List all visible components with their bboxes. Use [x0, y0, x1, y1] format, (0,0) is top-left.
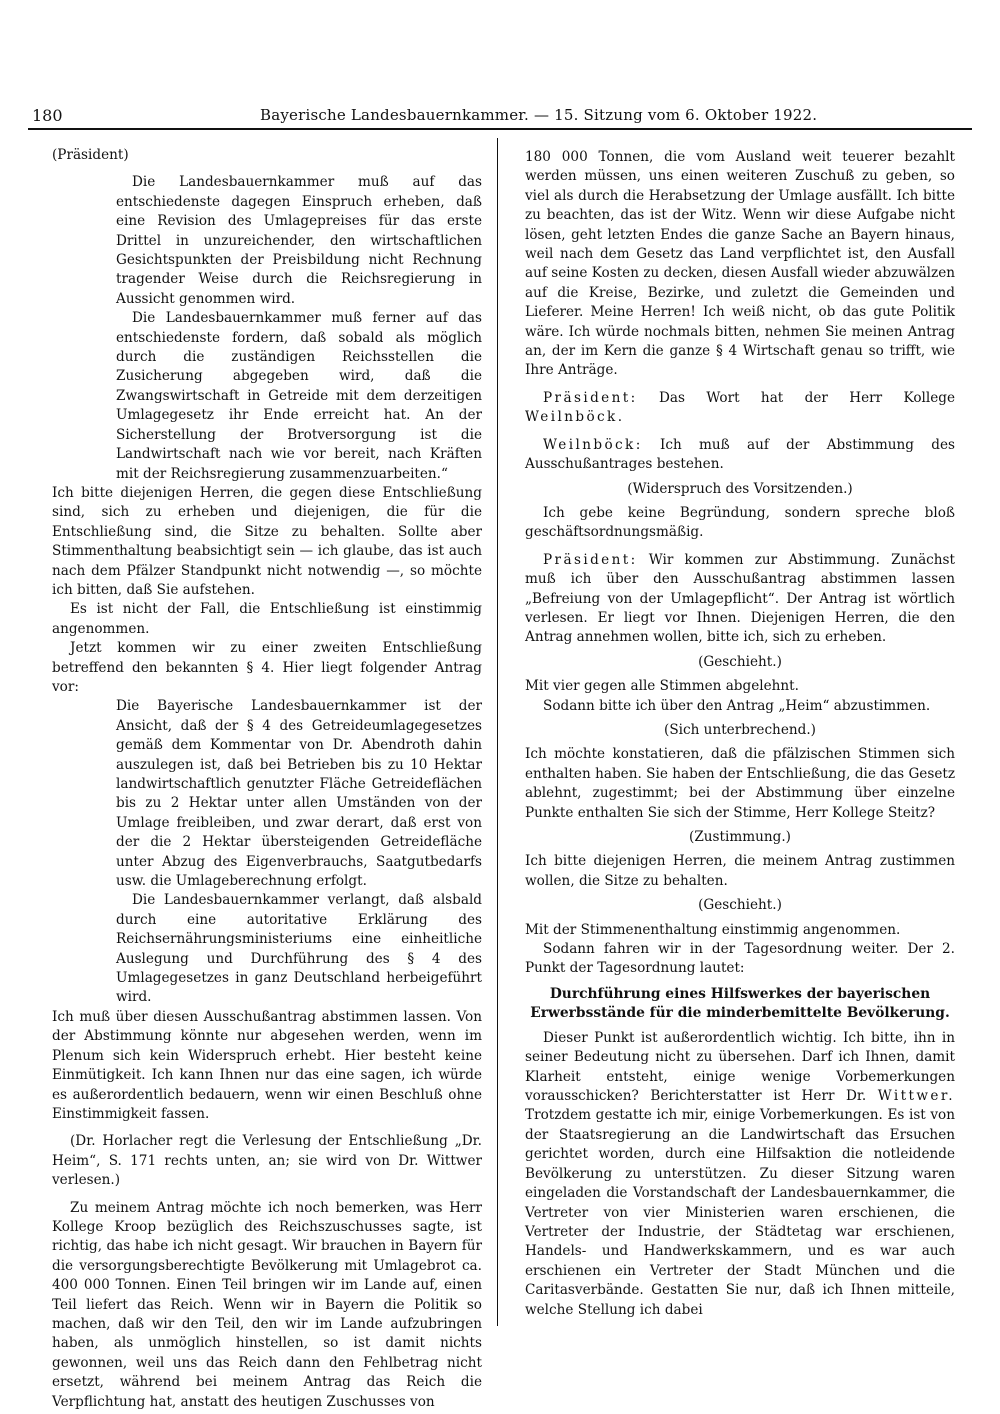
body-paragraph: Zu meinem Antrag möchte ich noch bemerken, was Herr Kollege Kroop bezüglich des Reichszuschusses sagte, ist richtig, das habe ich nicht gesagt. Wir brauchen in Bayern für die versorgungsberechtigte Bevölkerung mit Umlagebrot ca. 400 000 Tonnen. Einen Teil bringen wir im Lande auf, einen Teil liefert das Reich. Wenn wir in Bayern die Politik so machen, daß wir den Teil, den wir im Lande aufzubringen haben, als unmöglich hinstellen, so ist damit nichts gewonnen, weil uns das Reich dann den Fehlbetrag nicht ersetzt, während bei meinem Antrag das Reich die Verpflichtung hat, anstatt des heutigen Zuschusses von	[52, 1199, 482, 1410]
running-title: Bayerische Landesbauernkammer. — 15. Sitzung vom 6. Oktober 1922.	[260, 106, 818, 124]
stage-direction: (Dr. Horlacher regt die Verlesung der Entschließung „Dr. Heim“, S. 171 rechts unten, an; sie wird von Dr. Wittwer verlesen.)	[52, 1133, 482, 1189]
speech-paragraph	[525, 436, 955, 475]
body-paragraph: Mit vier gegen alle Stimmen abgelehnt.	[525, 678, 799, 695]
speech-text: Wir kommen zur Abstimmung. Zunächst muß ich über den Ausschußantrag abstimmen lassen „Befreiung von der Umlagepflicht“. Der Antrag ist wörtlich verlesen. Er liegt vor Ihnen. Diejenigen Herren, die den Antrag annehmen wollen, bitte ich, sich zu erheben.	[525, 551, 955, 646]
body-paragraph: 180 000 Tonnen, die vom Ausland weit teuerer bezahlt werden müssen, uns einen weiteren Zuschuß zu geben, so viel als durch die Herabsetzung der Umlage ausfällt. Ich bitte zu beachten, das ist der Witz. Wenn wir diese Aufgabe nicht lösen, geht letzten Endes die ganze Sache an Bayern hinaus, weil nach dem Gesetz das Land verpflichtet ist, den Ausfall auf seine Kosten zu decken, diesen Ausfall wieder abzuwälzen auf die Kreise, Bezirke, und zuletzt die Gemeinden und Lieferer. Meine Herren! Ich weiß nicht, ob das gute Politik wäre. Ich würde nochmals bitten, nehmen Sie meinen Antrag an, der im Kern die ganze § 4 Wirtschaft genau so trifft, wie Ihre Anträge.	[525, 149, 955, 379]
speaker-name: Präsident:	[543, 389, 638, 406]
speech-text: Trotzdem gestatte ich mir, einige Vorbemerkungen. Es ist von der Staatsregierung an die Landwirtschaft das Ersuchen gerichtet worden, durch eine Hilfsaktion die notleidende Bevölkerung zu unterstützen. Zu dieser Sitzung waren eingeladen die Vorstandschaft der Landesbauernkammer, die Vertreter von vier Ministerien waren erschienen, die Vertreter der Industrie, der Städtetag war erschienen, Handels- und Handwerkskammern, und es war auch erschienen ein Vertreter der Stadt München und die Caritasverbände. Gestatten Sie nur, daß ich Ihnen mitteile, welche Stellung ich dabei	[525, 1107, 955, 1318]
stage-direction: (Geschieht.)	[698, 653, 782, 670]
header-rule	[28, 128, 972, 130]
motion-paragraph: Die Bayerische Landesbauernkammer ist der Ansicht, daß der § 4 des Getreideumlagegesetzes gemäß dem Kommentar von Dr. Abendroth dahin auszulegen ist, daß bei Betrieben bis zu 10 Hektar landwirtschaftlich genutzter Fläche Getreideflächen bis zu 2 Hektar unter allen Umständen von der Umlage freibleiben, und zwar derart, daß erst von der die 2 Hektar übersteigenden Getreidefläche unter Abzug des Eigenverbrauchs, Saatgutbedarfs usw. die Umlageberechnung erfolgt.	[116, 698, 482, 890]
body-paragraph	[525, 1029, 955, 1320]
speech-text: Das Wort hat der Herr Kollege	[637, 389, 955, 406]
resolution-paragraph: Die Landesbauernkammer muß ferner auf das entschiedenste fordern, daß sobald als möglich durch die zuständigen Reichsstellen die Zusicherung abgegeben wird, daß die Zwangswirtschaft in Getreide mit dem derzeitigen Umlagegesetz ihr Ende erreicht hat. An der Sicherstellung der Brotversorgung ist die Landwirtschaft nach wie vor bereit, nach Kräften mit der Reichsregierung zusammenzuarbeiten.“	[116, 310, 482, 482]
body-paragraph: Ich bitte diejenigen Herren, die meinem Antrag zustimmen wollen, die Sitze zu behalten.	[525, 853, 955, 889]
left-column	[52, 146, 482, 1412]
stage-direction: (Zustimmung.)	[689, 829, 791, 845]
body-paragraph: Ich bitte diejenigen Herren, die gegen diese Entschließung sind, sich zu erheben und diejenigen, die für die Entschließung sind, die Sitze zu behalten. Sollte aber Stimmenthaltung beabsichtigt sein — ich glaube, das ist auch nach dem Pfälzer Standpunkt nicht notwendig —, so möchte ich bitten, daß Sie aufstehen.	[52, 484, 482, 598]
speech-paragraph	[525, 551, 955, 648]
page-number: 180	[32, 106, 63, 125]
body-paragraph: Ich möchte konstatieren, daß die pfälzischen Stimmen sich enthalten haben. Sie haben der Entschließung, die das Gesetz ablehnt, zugestimmt; bei der Abstimmung über einzelne Punkte enthalten Sie sich der Stimme, Herr Kollege Steitz?	[525, 746, 955, 821]
resolution-paragraph: Die Landesbauernkammer muß auf das entschiedenste dagegen Einspruch erheben, daß eine Revision des Umlagepreises für das erste Drittel in unzureichender, den wirtschaftlichen Gesichtspunkten der Preisbildung nicht Rechnung tragender Weise durch die Reichsregierung in Aussicht genommen wird.	[116, 174, 482, 307]
speaker-name: Weilnböck:	[543, 436, 643, 453]
motion-paragraph: Die Landesbauernkammer verlangt, daß alsbald durch eine autoritative Erklärung des Reichsernährungsministeriums eine einheitliche Auslegung und Durchführung des § 4 des Umlagegesetzes in ganz Deutschland herbeigeführt wird.	[116, 892, 482, 1006]
body-paragraph: Ich gebe keine Begründung, sondern spreche bloß geschäftsordnungsmäßig.	[525, 504, 955, 541]
stage-direction: (Geschieht.)	[698, 897, 782, 914]
right-column	[525, 148, 955, 1320]
body-paragraph: Es ist nicht der Fall, die Entschließung ist einstimmig angenommen.	[52, 601, 482, 637]
body-paragraph: Sodann fahren wir in der Tagesordnung weiter. Der 2. Punkt der Tagesordnung lautet:	[525, 941, 955, 977]
body-paragraph: Jetzt kommen wir zu einer zweiten Entschließung betreffend den bekannten § 4. Hier liegt folgender Antrag vor:	[52, 640, 482, 695]
body-paragraph: Sodann bitte ich über den Antrag „Heim“ abzustimmen.	[543, 697, 931, 714]
stage-direction: (Widerspruch des Vorsitzenden.)	[627, 480, 853, 497]
body-paragraph: Ich muß über diesen Ausschußantrag abstimmen lassen. Von der Abstimmung könnte nur abgesehen werden, wenn im Plenum sich kein Widerspruch erhebt. Hier besteht keine Einmütigkeit. Ich kann Ihnen nur das eine sagen, ich würde es außerordentlich bedauern, wenn wir einen Beschluß ohne Einstimmigkeit fassen.	[52, 1008, 482, 1122]
body-paragraph: Mit der Stimmenenthaltung einstimmig angenommen.	[525, 921, 901, 938]
page-header	[30, 106, 970, 128]
speech-text: Ich muß auf der Abstimmung des Ausschußantrages bestehen.	[525, 436, 955, 473]
person-name: Weilnböck.	[525, 409, 625, 426]
speaker-label: (Präsident)	[52, 147, 129, 163]
column-divider	[497, 138, 498, 1326]
person-name: Wittwer.	[877, 1088, 955, 1105]
stage-direction: (Sich unterbrechend.)	[664, 721, 816, 738]
speech-paragraph	[525, 389, 955, 428]
speech-text: Dieser Punkt ist außerordentlich wichtig. Ich bitte, ihn in seiner Bedeutung nicht zu übersehen. Darf ich Ihnen, damit Klarheit entsteht, einige wenige Vorbemerkungen vorausschicken? Berichterstatter ist Herr Dr.	[525, 1029, 955, 1105]
agenda-heading: Durchführung eines Hilfswerkes der bayerischen Erwerbsstände für die minderbemittelte Bevölkerung.	[530, 985, 950, 1021]
speaker-name: Präsident:	[543, 551, 638, 568]
